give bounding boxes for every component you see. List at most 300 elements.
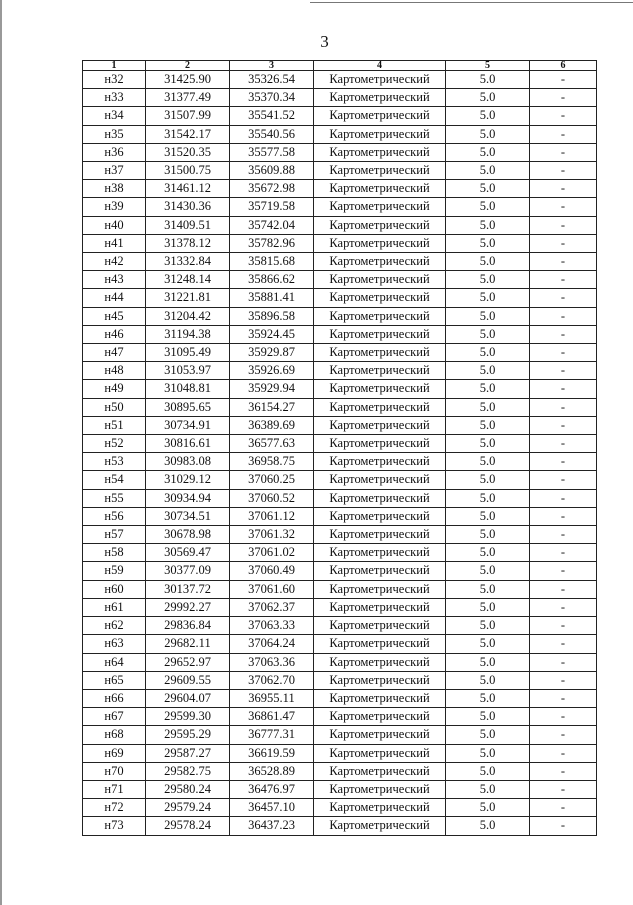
- method-cell: Картометрический: [314, 107, 446, 125]
- coordinates-table: [82, 60, 597, 836]
- method-cell: Картометрический: [314, 689, 446, 707]
- table-row: [83, 507, 597, 525]
- page-number: 3: [320, 32, 329, 51]
- table-row: [83, 362, 597, 380]
- point-id-cell: н57: [83, 526, 146, 544]
- table-row: [83, 762, 597, 780]
- table-row: [83, 162, 597, 180]
- y-coordinate-cell: 35929.87: [230, 344, 314, 362]
- x-coordinate-cell: 30983.08: [146, 453, 230, 471]
- accuracy-cell: 5.0: [446, 71, 530, 89]
- point-id-cell: н35: [83, 125, 146, 143]
- table-row: [83, 689, 597, 707]
- accuracy-cell: 5.0: [446, 617, 530, 635]
- x-coordinate-cell: 31332.84: [146, 253, 230, 271]
- accuracy-cell: 5.0: [446, 143, 530, 161]
- method-cell: Картометрический: [314, 507, 446, 525]
- y-coordinate-cell: 36861.47: [230, 708, 314, 726]
- x-coordinate-cell: 30678.98: [146, 526, 230, 544]
- point-id-cell: н63: [83, 635, 146, 653]
- table-row: [83, 89, 597, 107]
- x-coordinate-cell: 29604.07: [146, 689, 230, 707]
- table-row: [83, 817, 597, 835]
- accuracy-cell: 5.0: [446, 162, 530, 180]
- y-coordinate-cell: 37061.60: [230, 580, 314, 598]
- x-coordinate-cell: 31194.38: [146, 325, 230, 343]
- y-coordinate-cell: 35672.98: [230, 180, 314, 198]
- column-header: 1: [83, 61, 146, 71]
- point-id-cell: н50: [83, 398, 146, 416]
- point-id-cell: н71: [83, 780, 146, 798]
- y-coordinate-cell: 35924.45: [230, 325, 314, 343]
- table-row: [83, 234, 597, 252]
- table-row: [83, 489, 597, 507]
- y-coordinate-cell: 35326.54: [230, 71, 314, 89]
- accuracy-cell: 5.0: [446, 271, 530, 289]
- point-id-cell: н65: [83, 671, 146, 689]
- accuracy-cell: 5.0: [446, 635, 530, 653]
- x-coordinate-cell: 31507.99: [146, 107, 230, 125]
- note-cell: -: [530, 435, 597, 453]
- method-cell: Картометрический: [314, 398, 446, 416]
- point-id-cell: н70: [83, 762, 146, 780]
- table-row: [83, 799, 597, 817]
- x-coordinate-cell: 30569.47: [146, 544, 230, 562]
- accuracy-cell: 5.0: [446, 289, 530, 307]
- x-coordinate-cell: 29578.24: [146, 817, 230, 835]
- y-coordinate-cell: 35782.96: [230, 234, 314, 252]
- accuracy-cell: 5.0: [446, 453, 530, 471]
- note-cell: -: [530, 344, 597, 362]
- table-row: [83, 580, 597, 598]
- point-id-cell: н38: [83, 180, 146, 198]
- point-id-cell: н54: [83, 471, 146, 489]
- point-id-cell: н52: [83, 435, 146, 453]
- note-cell: -: [530, 671, 597, 689]
- y-coordinate-cell: 37061.02: [230, 544, 314, 562]
- point-id-cell: н32: [83, 71, 146, 89]
- method-cell: Картометрический: [314, 653, 446, 671]
- accuracy-cell: 5.0: [446, 671, 530, 689]
- column-header: 5: [446, 61, 530, 71]
- point-id-cell: н68: [83, 726, 146, 744]
- method-cell: Картометрический: [314, 416, 446, 434]
- y-coordinate-cell: 35929.94: [230, 380, 314, 398]
- y-coordinate-cell: 37062.70: [230, 671, 314, 689]
- accuracy-cell: 5.0: [446, 198, 530, 216]
- table-row: [83, 107, 597, 125]
- x-coordinate-cell: 31029.12: [146, 471, 230, 489]
- point-id-cell: н43: [83, 271, 146, 289]
- x-coordinate-cell: 31500.75: [146, 162, 230, 180]
- method-cell: Картометрический: [314, 489, 446, 507]
- accuracy-cell: 5.0: [446, 653, 530, 671]
- method-cell: Картометрический: [314, 580, 446, 598]
- table-row: [83, 289, 597, 307]
- note-cell: -: [530, 234, 597, 252]
- note-cell: -: [530, 143, 597, 161]
- table-row: [83, 562, 597, 580]
- method-cell: Картометрический: [314, 744, 446, 762]
- y-coordinate-cell: 37064.24: [230, 635, 314, 653]
- note-cell: -: [530, 380, 597, 398]
- note-cell: -: [530, 289, 597, 307]
- y-coordinate-cell: 35815.68: [230, 253, 314, 271]
- note-cell: -: [530, 198, 597, 216]
- accuracy-cell: 5.0: [446, 799, 530, 817]
- note-cell: -: [530, 362, 597, 380]
- x-coordinate-cell: 29652.97: [146, 653, 230, 671]
- y-coordinate-cell: 36437.23: [230, 817, 314, 835]
- point-id-cell: н49: [83, 380, 146, 398]
- accuracy-cell: 5.0: [446, 253, 530, 271]
- accuracy-cell: 5.0: [446, 544, 530, 562]
- table-row: [83, 671, 597, 689]
- point-id-cell: н66: [83, 689, 146, 707]
- method-cell: Картометрический: [314, 289, 446, 307]
- x-coordinate-cell: 30934.94: [146, 489, 230, 507]
- y-coordinate-cell: 35719.58: [230, 198, 314, 216]
- note-cell: -: [530, 744, 597, 762]
- note-cell: -: [530, 817, 597, 835]
- table-row: [83, 125, 597, 143]
- table-row: [83, 253, 597, 271]
- accuracy-cell: 5.0: [446, 125, 530, 143]
- table-row: [83, 271, 597, 289]
- point-id-cell: н61: [83, 598, 146, 616]
- method-cell: Картометрический: [314, 180, 446, 198]
- note-cell: -: [530, 562, 597, 580]
- table-row: [83, 653, 597, 671]
- x-coordinate-cell: 31520.35: [146, 143, 230, 161]
- y-coordinate-cell: 37060.25: [230, 471, 314, 489]
- y-coordinate-cell: 36457.10: [230, 799, 314, 817]
- table-row: [83, 635, 597, 653]
- y-coordinate-cell: 35577.58: [230, 143, 314, 161]
- table-header-row: [83, 61, 597, 71]
- method-cell: Картометрический: [314, 253, 446, 271]
- note-cell: -: [530, 180, 597, 198]
- method-cell: Картометрический: [314, 799, 446, 817]
- point-id-cell: н47: [83, 344, 146, 362]
- accuracy-cell: 5.0: [446, 708, 530, 726]
- method-cell: Картометрический: [314, 362, 446, 380]
- table-row: [83, 526, 597, 544]
- accuracy-cell: 5.0: [446, 562, 530, 580]
- method-cell: Картометрический: [314, 617, 446, 635]
- table-row: [83, 416, 597, 434]
- y-coordinate-cell: 35866.62: [230, 271, 314, 289]
- x-coordinate-cell: 31221.81: [146, 289, 230, 307]
- accuracy-cell: 5.0: [446, 598, 530, 616]
- table-row: [83, 744, 597, 762]
- y-coordinate-cell: 35926.69: [230, 362, 314, 380]
- table-row: [83, 708, 597, 726]
- note-cell: -: [530, 453, 597, 471]
- method-cell: Картометрический: [314, 71, 446, 89]
- accuracy-cell: 5.0: [446, 689, 530, 707]
- method-cell: Картометрический: [314, 325, 446, 343]
- note-cell: -: [530, 271, 597, 289]
- point-id-cell: н40: [83, 216, 146, 234]
- y-coordinate-cell: 36476.97: [230, 780, 314, 798]
- x-coordinate-cell: 31542.17: [146, 125, 230, 143]
- method-cell: Картометрический: [314, 380, 446, 398]
- table-row: [83, 726, 597, 744]
- x-coordinate-cell: 29582.75: [146, 762, 230, 780]
- x-coordinate-cell: 29587.27: [146, 744, 230, 762]
- x-coordinate-cell: 31425.90: [146, 71, 230, 89]
- note-cell: -: [530, 325, 597, 343]
- y-coordinate-cell: 36389.69: [230, 416, 314, 434]
- x-coordinate-cell: 29992.27: [146, 598, 230, 616]
- point-id-cell: н72: [83, 799, 146, 817]
- note-cell: -: [530, 471, 597, 489]
- point-id-cell: н59: [83, 562, 146, 580]
- accuracy-cell: 5.0: [446, 307, 530, 325]
- method-cell: Картометрический: [314, 271, 446, 289]
- y-coordinate-cell: 37060.52: [230, 489, 314, 507]
- y-coordinate-cell: 36955.11: [230, 689, 314, 707]
- note-cell: -: [530, 544, 597, 562]
- x-coordinate-cell: 31248.14: [146, 271, 230, 289]
- x-coordinate-cell: 31048.81: [146, 380, 230, 398]
- x-coordinate-cell: 30377.09: [146, 562, 230, 580]
- method-cell: Картометрический: [314, 780, 446, 798]
- note-cell: -: [530, 216, 597, 234]
- point-id-cell: н34: [83, 107, 146, 125]
- y-coordinate-cell: 36777.31: [230, 726, 314, 744]
- table-row: [83, 471, 597, 489]
- accuracy-cell: 5.0: [446, 107, 530, 125]
- note-cell: -: [530, 489, 597, 507]
- method-cell: Картометрический: [314, 216, 446, 234]
- point-id-cell: н39: [83, 198, 146, 216]
- accuracy-cell: 5.0: [446, 380, 530, 398]
- x-coordinate-cell: 29682.11: [146, 635, 230, 653]
- table-row: [83, 380, 597, 398]
- accuracy-cell: 5.0: [446, 216, 530, 234]
- method-cell: Картометрический: [314, 471, 446, 489]
- method-cell: Картометрический: [314, 344, 446, 362]
- x-coordinate-cell: 31204.42: [146, 307, 230, 325]
- method-cell: Картометрический: [314, 526, 446, 544]
- note-cell: -: [530, 726, 597, 744]
- point-id-cell: н69: [83, 744, 146, 762]
- accuracy-cell: 5.0: [446, 398, 530, 416]
- point-id-cell: н67: [83, 708, 146, 726]
- accuracy-cell: 5.0: [446, 234, 530, 252]
- column-header: 3: [230, 61, 314, 71]
- x-coordinate-cell: 29609.55: [146, 671, 230, 689]
- table-row: [83, 71, 597, 89]
- accuracy-cell: 5.0: [446, 489, 530, 507]
- x-coordinate-cell: 31430.36: [146, 198, 230, 216]
- accuracy-cell: 5.0: [446, 344, 530, 362]
- accuracy-cell: 5.0: [446, 180, 530, 198]
- table-row: [83, 780, 597, 798]
- note-cell: -: [530, 253, 597, 271]
- x-coordinate-cell: 31053.97: [146, 362, 230, 380]
- y-coordinate-cell: 35881.41: [230, 289, 314, 307]
- method-cell: Картометрический: [314, 762, 446, 780]
- x-coordinate-cell: 29836.84: [146, 617, 230, 635]
- x-coordinate-cell: 31095.49: [146, 344, 230, 362]
- point-id-cell: н42: [83, 253, 146, 271]
- accuracy-cell: 5.0: [446, 435, 530, 453]
- accuracy-cell: 5.0: [446, 762, 530, 780]
- table-row: [83, 325, 597, 343]
- accuracy-cell: 5.0: [446, 744, 530, 762]
- point-id-cell: н55: [83, 489, 146, 507]
- y-coordinate-cell: 35370.34: [230, 89, 314, 107]
- point-id-cell: н37: [83, 162, 146, 180]
- accuracy-cell: 5.0: [446, 580, 530, 598]
- table-row: [83, 453, 597, 471]
- column-header: 2: [146, 61, 230, 71]
- y-coordinate-cell: 37062.37: [230, 598, 314, 616]
- accuracy-cell: 5.0: [446, 416, 530, 434]
- y-coordinate-cell: 37063.33: [230, 617, 314, 635]
- point-id-cell: н48: [83, 362, 146, 380]
- method-cell: Картометрический: [314, 198, 446, 216]
- point-id-cell: н56: [83, 507, 146, 525]
- accuracy-cell: 5.0: [446, 362, 530, 380]
- y-coordinate-cell: 36577.63: [230, 435, 314, 453]
- point-id-cell: н53: [83, 453, 146, 471]
- table-row: [83, 344, 597, 362]
- y-coordinate-cell: 36154.27: [230, 398, 314, 416]
- accuracy-cell: 5.0: [446, 726, 530, 744]
- y-coordinate-cell: 36619.59: [230, 744, 314, 762]
- y-coordinate-cell: 35609.88: [230, 162, 314, 180]
- method-cell: Картометрический: [314, 708, 446, 726]
- note-cell: -: [530, 162, 597, 180]
- table-body: [83, 71, 597, 836]
- point-id-cell: н62: [83, 617, 146, 635]
- x-coordinate-cell: 29599.30: [146, 708, 230, 726]
- method-cell: Картометрический: [314, 726, 446, 744]
- point-id-cell: н60: [83, 580, 146, 598]
- note-cell: -: [530, 708, 597, 726]
- header-rule: [310, 2, 633, 3]
- note-cell: -: [530, 780, 597, 798]
- method-cell: Картометрический: [314, 635, 446, 653]
- method-cell: Картометрический: [314, 143, 446, 161]
- x-coordinate-cell: 30816.61: [146, 435, 230, 453]
- table-row: [83, 617, 597, 635]
- note-cell: -: [530, 416, 597, 434]
- x-coordinate-cell: 31377.49: [146, 89, 230, 107]
- table-row: [83, 307, 597, 325]
- accuracy-cell: 5.0: [446, 817, 530, 835]
- point-id-cell: н44: [83, 289, 146, 307]
- accuracy-cell: 5.0: [446, 471, 530, 489]
- y-coordinate-cell: 36528.89: [230, 762, 314, 780]
- x-coordinate-cell: 29579.24: [146, 799, 230, 817]
- note-cell: -: [530, 89, 597, 107]
- table-row: [83, 598, 597, 616]
- note-cell: -: [530, 526, 597, 544]
- accuracy-cell: 5.0: [446, 507, 530, 525]
- note-cell: -: [530, 507, 597, 525]
- point-id-cell: н46: [83, 325, 146, 343]
- table-row: [83, 198, 597, 216]
- method-cell: Картометрический: [314, 598, 446, 616]
- method-cell: Картометрический: [314, 453, 446, 471]
- x-coordinate-cell: 29595.29: [146, 726, 230, 744]
- point-id-cell: н33: [83, 89, 146, 107]
- x-coordinate-cell: 29580.24: [146, 780, 230, 798]
- x-coordinate-cell: 31409.51: [146, 216, 230, 234]
- note-cell: -: [530, 635, 597, 653]
- x-coordinate-cell: 30137.72: [146, 580, 230, 598]
- note-cell: -: [530, 617, 597, 635]
- note-cell: -: [530, 307, 597, 325]
- note-cell: -: [530, 598, 597, 616]
- table-row: [83, 544, 597, 562]
- method-cell: Картометрический: [314, 307, 446, 325]
- note-cell: -: [530, 71, 597, 89]
- y-coordinate-cell: 35896.58: [230, 307, 314, 325]
- table-row: [83, 216, 597, 234]
- y-coordinate-cell: 37061.12: [230, 507, 314, 525]
- column-header: 6: [530, 61, 597, 71]
- accuracy-cell: 5.0: [446, 89, 530, 107]
- x-coordinate-cell: 31461.12: [146, 180, 230, 198]
- note-cell: -: [530, 107, 597, 125]
- column-header: 4: [314, 61, 446, 71]
- y-coordinate-cell: 35540.56: [230, 125, 314, 143]
- point-id-cell: н73: [83, 817, 146, 835]
- note-cell: -: [530, 125, 597, 143]
- page-edge-line: [0, 0, 2, 905]
- point-id-cell: н64: [83, 653, 146, 671]
- note-cell: -: [530, 580, 597, 598]
- point-id-cell: н58: [83, 544, 146, 562]
- y-coordinate-cell: 37060.49: [230, 562, 314, 580]
- y-coordinate-cell: 35541.52: [230, 107, 314, 125]
- accuracy-cell: 5.0: [446, 526, 530, 544]
- x-coordinate-cell: 30734.91: [146, 416, 230, 434]
- point-id-cell: н36: [83, 143, 146, 161]
- method-cell: Картометрический: [314, 162, 446, 180]
- method-cell: Картометрический: [314, 125, 446, 143]
- method-cell: Картометрический: [314, 562, 446, 580]
- table-row: [83, 143, 597, 161]
- table-row: [83, 398, 597, 416]
- note-cell: -: [530, 653, 597, 671]
- accuracy-cell: 5.0: [446, 325, 530, 343]
- accuracy-cell: 5.0: [446, 780, 530, 798]
- note-cell: -: [530, 799, 597, 817]
- note-cell: -: [530, 398, 597, 416]
- method-cell: Картометрический: [314, 234, 446, 252]
- method-cell: Картометрический: [314, 544, 446, 562]
- method-cell: Картометрический: [314, 435, 446, 453]
- y-coordinate-cell: 36958.75: [230, 453, 314, 471]
- table-row: [83, 435, 597, 453]
- point-id-cell: н45: [83, 307, 146, 325]
- point-id-cell: н41: [83, 234, 146, 252]
- note-cell: -: [530, 689, 597, 707]
- x-coordinate-cell: 30895.65: [146, 398, 230, 416]
- table-row: [83, 180, 597, 198]
- method-cell: Картометрический: [314, 817, 446, 835]
- x-coordinate-cell: 31378.12: [146, 234, 230, 252]
- method-cell: Картометрический: [314, 89, 446, 107]
- point-id-cell: н51: [83, 416, 146, 434]
